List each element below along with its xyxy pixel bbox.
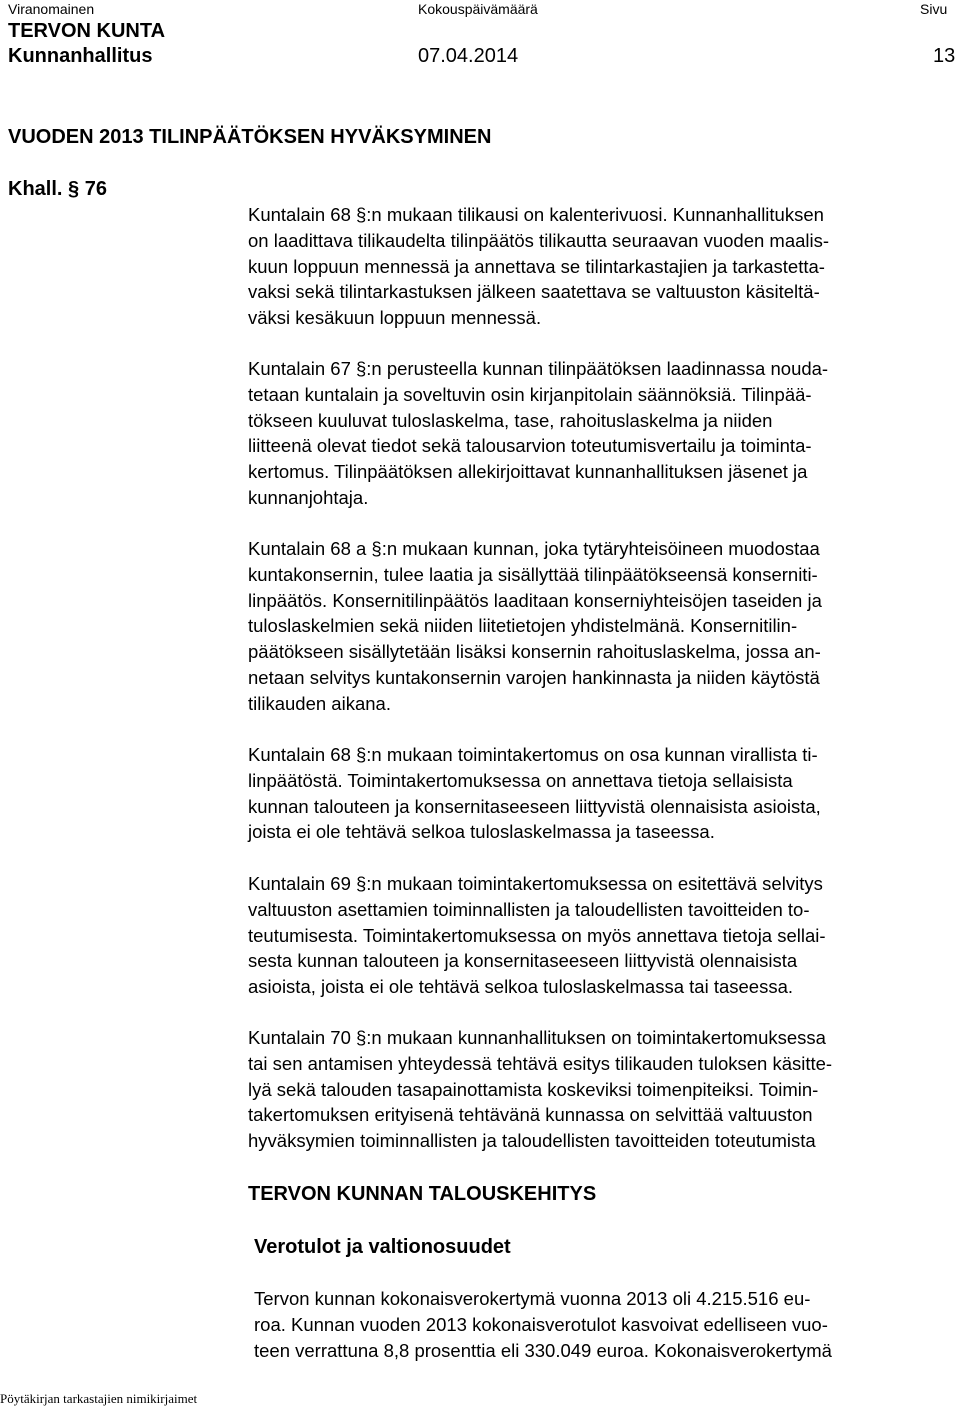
paragraph-line: teutumisesta. Toimintakertomuksessa on myös annettava tietoja sellai- bbox=[248, 924, 826, 946]
paragraph-2 bbox=[248, 356, 956, 511]
paragraph-line: vaksi sekä tilintarkastuksen jälkeen saatettava se valtuuston käsiteltä- bbox=[248, 281, 820, 303]
paragraph-4 bbox=[248, 742, 956, 845]
paragraph-line: liitteenä olevat tiedot sekä talousarvion toteutumisvertailu ja toiminta- bbox=[248, 435, 812, 457]
paragraph-line: netaan selvitys kuntakonsernin varojen hankinnasta ja niiden käytöstä bbox=[248, 666, 820, 688]
paragraph-line: roa. Kunnan vuoden 2013 kokonaisverotulot kasvoivat edelliseen vuo- bbox=[254, 1313, 828, 1335]
header-page-label: Sivu bbox=[920, 1, 948, 17]
header-authority-label: Viranomainen bbox=[8, 1, 95, 17]
paragraph-line: kuun loppuun mennessä ja annettava se tilintarkastajien ja tarkastetta- bbox=[248, 255, 825, 277]
paragraph-line: väksi kesäkuun loppuun mennessä. bbox=[248, 307, 542, 329]
paragraph-line: sesta kunnan talouteen ja konsernitaseeseen liittyvistä olennaisista bbox=[248, 950, 798, 972]
paragraph-line: asioista, joista ei ole tehtävä selkoa tuloslaskelmassa tai taseessa. bbox=[248, 976, 794, 998]
paragraph-3 bbox=[248, 536, 956, 717]
paragraph-line: Kuntalain 70 §:n mukaan kunnanhallituksen on toimintakertomuksessa bbox=[248, 1027, 826, 1048]
header-body-name: Kunnanhallitus bbox=[8, 45, 153, 67]
paragraph-line: Kuntalain 68 a §:n mukaan kunnan, joka tytäryhteisöineen muodostaa bbox=[248, 538, 820, 559]
paragraph-line: tetaan kuntalain ja soveltuvin osin kirjanpitolain säännöksiä. Tilinpää- bbox=[248, 383, 812, 405]
paragraph-line: kertomus. Tilinpäätöksen allekirjoittavat kunnanhallituksen jäsenet ja bbox=[248, 461, 808, 483]
paragraph-line: kunnan talouteen ja konsernitaseeseen liittyvistä olennaisista asioista, bbox=[248, 795, 821, 817]
paragraph-line: tilikauden aikana. bbox=[248, 692, 391, 714]
paragraph-line: valtuuston asettamien toiminnallisten ja taloudellisten tavoitteiden to- bbox=[248, 898, 810, 920]
header-date-label: Kokouspäivämäärä bbox=[418, 1, 538, 17]
paragraph-line: tökseen kuuluvat tuloslaskelma, tase, rahoituslaskelma ja niiden bbox=[248, 409, 773, 431]
paragraph-line: linpäätöstä. Toimintakertomuksessa on annettava tietoja sellaisista bbox=[248, 769, 793, 791]
paragraph-line: Kuntalain 68 §:n mukaan toimintakertomus on osa kunnan virallista ti- bbox=[248, 744, 818, 765]
paragraph-1 bbox=[248, 202, 956, 331]
paragraph-line: hyväksymien toiminnallisten ja taloudellisten tavoitteiden toteutumista bbox=[248, 1130, 816, 1152]
header-meeting-date: 07.04.2014 bbox=[418, 45, 519, 67]
paragraph-line: on laadittava tilikaudelta tilinpäätös tilikautta seuraavan vuoden maalis- bbox=[248, 229, 830, 251]
subsection-heading: Verotulot ja valtionosuudet bbox=[254, 1236, 511, 1258]
paragraph-line: linpäätös. Konsernitilinpäätös laaditaan konserniyhteisöjen taseiden ja bbox=[248, 589, 822, 611]
section-heading: TERVON KUNNAN TALOUSKEHITYS bbox=[248, 1183, 597, 1205]
document-title: VUODEN 2013 TILINPÄÄTÖKSEN HYVÄKSYMINEN bbox=[8, 126, 492, 148]
paragraph-line: teen verrattuna 8,8 prosenttia eli 330.049 euroa. Kokonaisverokertymä bbox=[254, 1339, 832, 1361]
paragraph-final bbox=[254, 1286, 954, 1363]
paragraph-line: tuloslaskelmien sekä niiden liitetietojen yhdistelmänä. Konsernitilin- bbox=[248, 615, 798, 637]
paragraph-line: lyä sekä talouden tasapainottamista koskeviksi toimenpiteiksi. Toimin- bbox=[248, 1078, 819, 1100]
paragraph-line: kuntakonsernin, tulee laatia ja sisällyttää tilinpäätökseensä konserniti- bbox=[248, 563, 818, 585]
paragraph-line: kunnanjohtaja. bbox=[248, 486, 369, 508]
paragraph-line: takertomuksen erityisenä tehtävänä kunnassa on selvittää valtuuston bbox=[248, 1104, 813, 1126]
header-page-number: 13 bbox=[933, 45, 956, 67]
paragraph-5 bbox=[248, 871, 956, 1000]
section-reference: Khall. § 76 bbox=[8, 178, 107, 200]
paragraph-line: tai sen antamisen yhteydessä tehtävä esitys tilikauden tuloksen käsitte- bbox=[248, 1052, 833, 1074]
header-authority-name: TERVON KUNTA bbox=[8, 20, 166, 42]
paragraph-line: joista ei ole tehtävä selkoa tuloslaskelmassa ja taseessa. bbox=[248, 821, 715, 843]
footer-initials-label: Pöytäkirjan tarkastajien nimikirjaimet bbox=[0, 1391, 198, 1406]
paragraph-6 bbox=[248, 1025, 956, 1154]
paragraph-line: Kuntalain 69 §:n mukaan toimintakertomuksessa on esitettävä selvitys bbox=[248, 873, 823, 894]
paragraph-line: Kuntalain 68 §:n mukaan tilikausi on kalenterivuosi. Kunnanhallituksen bbox=[248, 204, 824, 225]
paragraph-line: Tervon kunnan kokonaisverokertymä vuonna 2013 oli 4.215.516 eu- bbox=[254, 1288, 811, 1309]
paragraph-line: päätökseen sisällytetään lisäksi konsernin rahoituslaskelma, jossa an- bbox=[248, 641, 821, 663]
paragraph-line: Kuntalain 67 §:n perusteella kunnan tilinpäätöksen laadinnassa nouda- bbox=[248, 358, 829, 379]
